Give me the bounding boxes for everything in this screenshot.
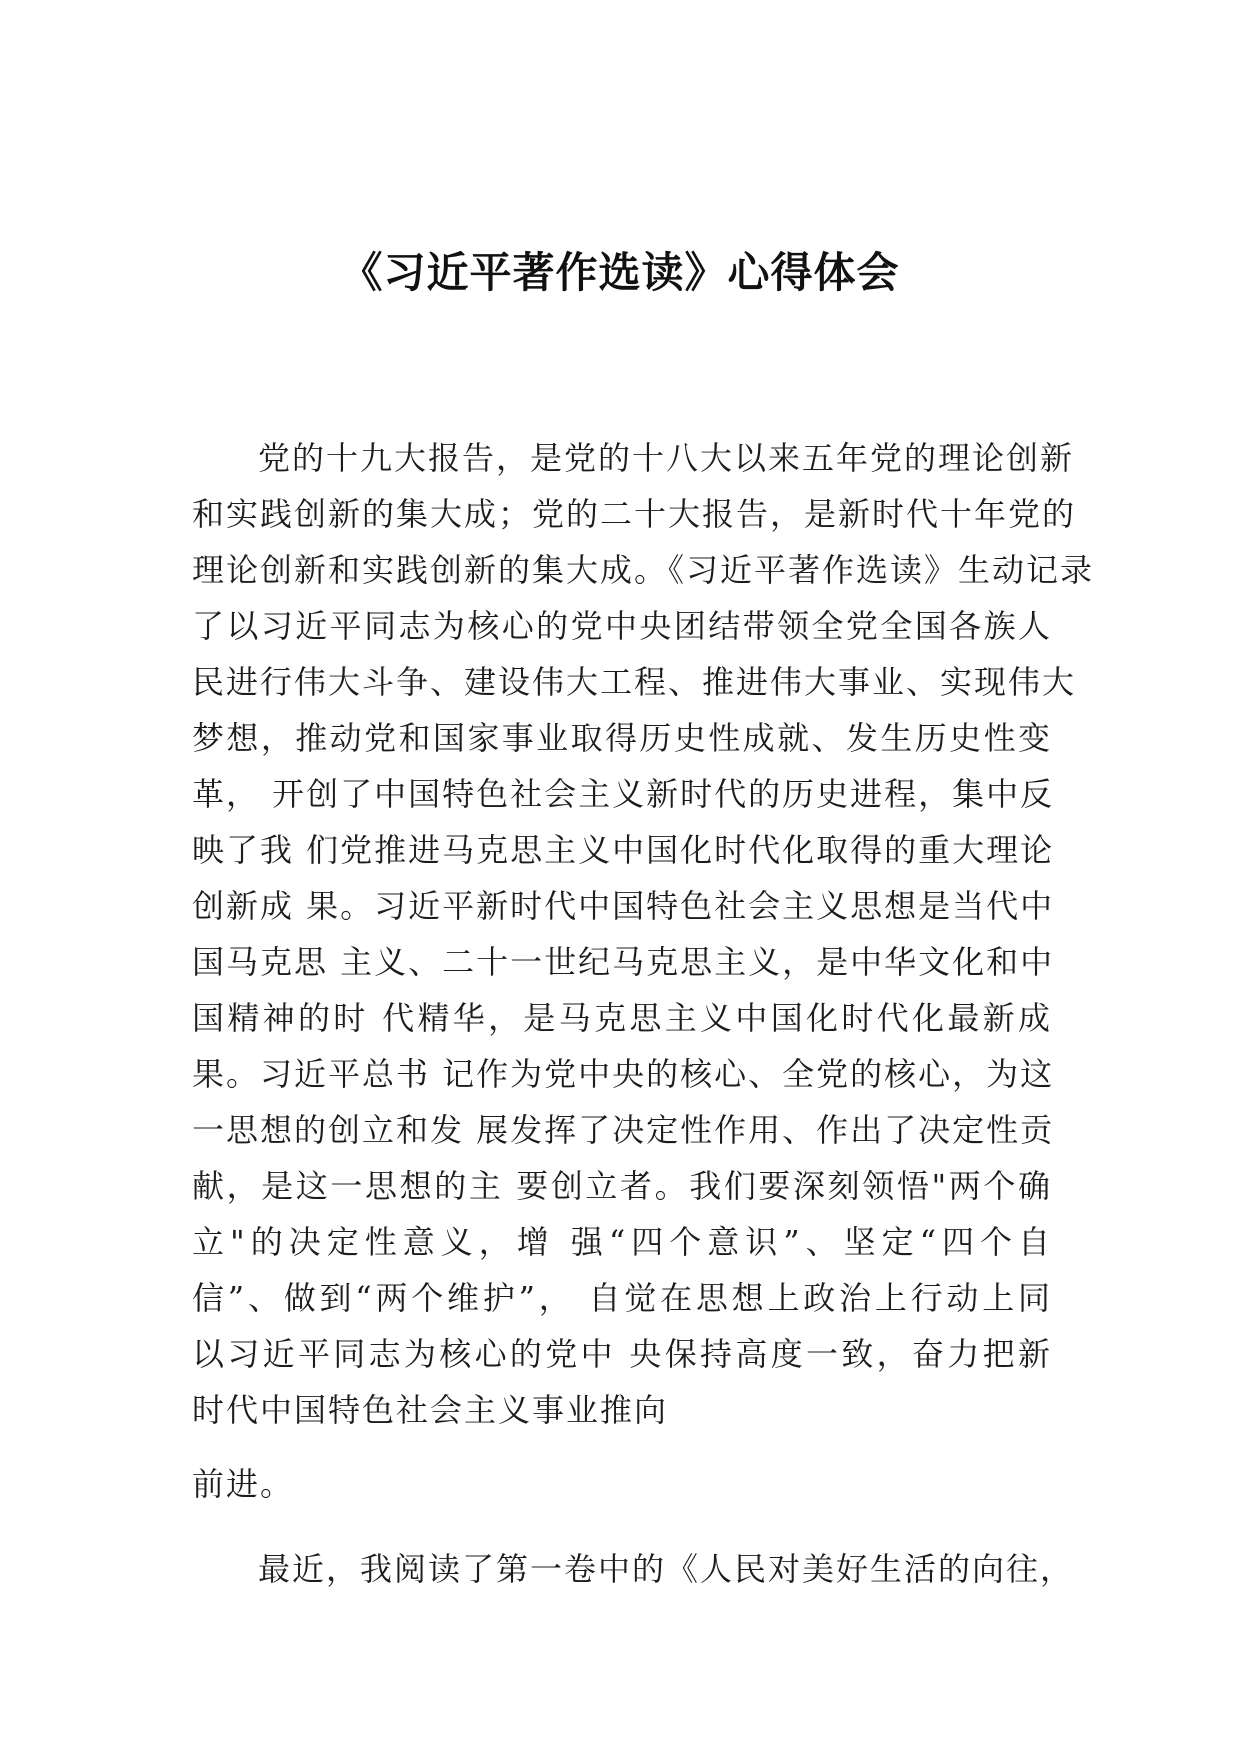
text-line: 国精神的时 代精华，是马克思主义中国化时代化最新成 — [192, 999, 1052, 1037]
text-line: 献，是这一思想的主 要创立者。我们要深刻领悟"两个确 — [192, 1167, 1052, 1205]
text-line: 党的十九大报告，是党的十八大以来五年党的理论创新 — [258, 439, 1075, 477]
text-line: 革， 开创了中国特色社会主义新时代的历史进程，集中反 — [192, 775, 1055, 813]
text-line: 民进行伟大斗争、建设伟大工程、推进伟大事业、实现伟大 — [192, 663, 1077, 701]
text-line: 信”、做到“两个维护”， 自觉在思想上政治上行动上同 — [192, 1279, 1052, 1317]
text-line: 果。习近平总书 记作为党中央的核心、全党的核心，为这 — [192, 1055, 1055, 1093]
text-line: 映了我 们党推进马克思主义中国化时代化取得的重大理论 — [192, 831, 1055, 869]
text-line: 前进。 — [192, 1465, 295, 1503]
text-line: 了以习近平同志为核心的党中央团结带领全党全国各族人 — [192, 607, 1052, 645]
text-line: 国马克思 主义、二十一世纪马克思主义，是中华文化和中 — [192, 943, 1055, 981]
text-line: 和实践创新的集大成；党的二十大报告，是新时代十年党的 — [192, 495, 1077, 533]
paragraph-1-tail — [192, 1456, 1052, 1512]
text-line: 一思想的创立和发 展发挥了决定性作用、作出了决定性贡 — [192, 1111, 1055, 1149]
paragraph-1 — [192, 430, 1095, 1438]
text-line: 梦想，推动党和国家事业取得历史性成就、发生历史性变 — [192, 719, 1052, 757]
text-line: 立"的决定性意义，增 强“四个意识”、坚定“四个自 — [192, 1223, 1052, 1261]
text-line: 最近，我阅读了第一卷中的《人民对美好生活的向往， — [258, 1550, 1075, 1588]
paragraph-2 — [192, 1541, 1075, 1597]
text-line: 时代中国特色社会主义事业推向 — [192, 1391, 669, 1429]
text-line: 理论创新和实践创新的集大成。《习近平著作选读》生动记录 — [192, 551, 1095, 589]
text-line: 创新成 果。习近平新时代中国特色社会主义思想是当代中 — [192, 887, 1055, 925]
document-title: 《习近平著作选读》心得体会 — [340, 248, 900, 297]
text-line: 以习近平同志为核心的党中 央保持高度一致，奋力把新 — [192, 1335, 1052, 1373]
